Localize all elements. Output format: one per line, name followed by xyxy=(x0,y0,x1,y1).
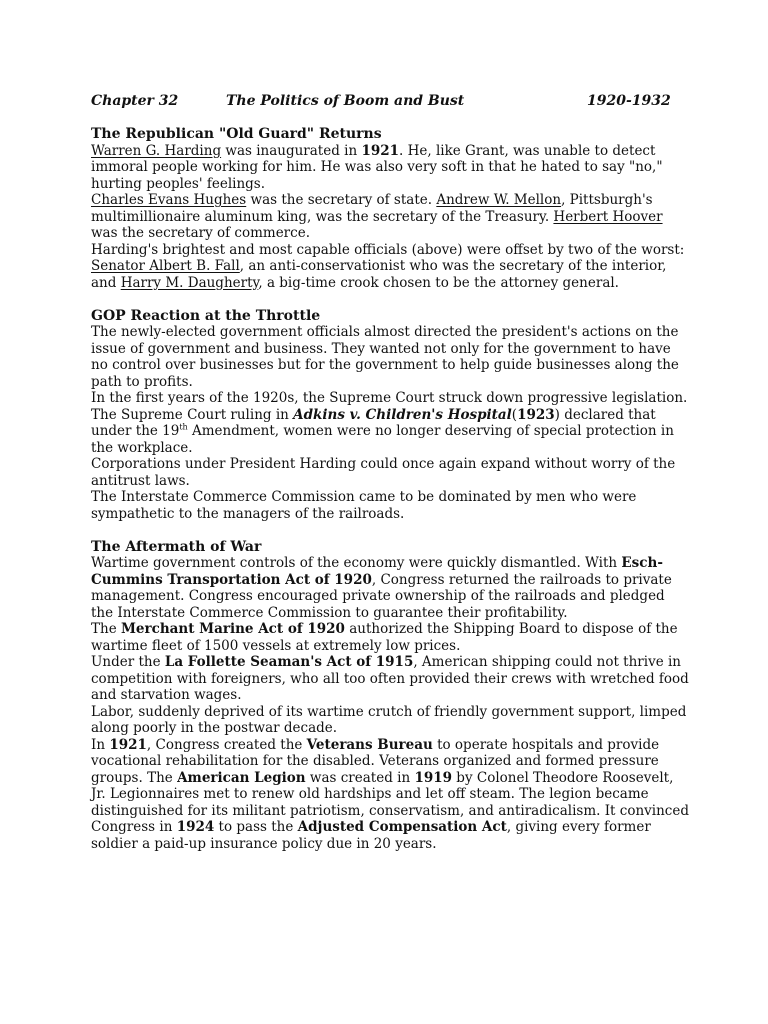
paragraph xyxy=(91,737,691,853)
superscript: th xyxy=(179,422,188,432)
text-run: . He, like Grant, was unable to detect immoral people working for him. He was also very soft in that he hated to say "no," hurting peoples' feelings. xyxy=(91,142,663,192)
section-heading: The Republican "Old Guard" Returns xyxy=(91,126,382,142)
paragraph xyxy=(91,390,691,456)
text-run: by Colonel Theodore Roosevelt, Jr. Legionnaires met to renew old hardships and let off steam. The legion became distinguished for its militant patriotism, conservatism, and antiradicalism. It convinced Congress in xyxy=(91,769,689,835)
case-name: Adkins v. Children's Hospital xyxy=(293,406,512,423)
text-run: , Congress returned the railroads to private management. Congress encouraged private ownership of the railroads and pledged the Interstate Commerce Commission to guarantee their profitability. xyxy=(91,571,672,621)
text-run: In xyxy=(91,736,110,753)
paragraph xyxy=(91,621,691,654)
paragraph xyxy=(91,489,691,522)
paragraph xyxy=(91,654,691,704)
paragraph xyxy=(91,143,691,193)
bold-term: Adjusted Compensation Act xyxy=(297,819,507,835)
paragraph xyxy=(91,192,691,242)
section-old-guard xyxy=(91,126,691,291)
bold-term: Esch-Cummins Transportation Act of 1920 xyxy=(91,555,663,588)
person-name: Senator Albert B. Fall xyxy=(91,258,240,274)
person-name: Herbert Hoover xyxy=(553,208,663,225)
bold-term: 1919 xyxy=(414,769,453,786)
bold-term: La Follette Seaman's Act of 1915 xyxy=(164,654,414,670)
text-run: , giving every former soldier a paid-up insurance policy due in 20 years. xyxy=(91,819,651,852)
person-name: Warren G. Harding xyxy=(91,142,222,159)
paragraph xyxy=(91,555,691,621)
text-run: to operate hospitals and provide vocational rehabilitation for the disabled. Veterans organized and formed pressure groups. The xyxy=(91,736,660,786)
person-name: Charles Evans Hughes xyxy=(91,192,247,208)
text-run: was the secretary of commerce. xyxy=(91,225,310,241)
text-run: authorized the Shipping Board to dispose of the wartime fleet of 1500 vessels at extremely low prices. xyxy=(91,621,678,654)
chapter-years: 1920-1932 xyxy=(587,93,671,109)
text-run: to pass the xyxy=(214,819,298,835)
paragraph xyxy=(91,456,691,489)
paragraph xyxy=(91,704,691,737)
section-gop-reaction xyxy=(91,308,691,523)
text-run: was created in xyxy=(305,769,415,786)
text-run: The Interstate Commerce Commission came to be dominated by men who were sympathetic to the managers of the railroads. xyxy=(91,489,637,522)
section-heading: GOP Reaction at the Throttle xyxy=(91,307,321,324)
chapter-number: Chapter 32 xyxy=(91,93,179,109)
chapter-title: The Politics of Boom and Bust xyxy=(226,93,465,109)
text-run: was the secretary of state. xyxy=(246,192,437,208)
text-run: , Congress created the xyxy=(146,736,307,753)
bold-term: 1921 xyxy=(361,142,400,159)
text-run: , Pittsburgh's multimillionaire aluminum king, was the secretary of the Treasury. xyxy=(91,192,653,225)
text-run: ) declared that under the 19 xyxy=(91,406,656,439)
text-run: , a big-time crook chosen to be the attorney general. xyxy=(258,274,619,291)
chapter-header xyxy=(91,93,691,110)
text-run: ( xyxy=(511,406,518,423)
paragraph xyxy=(91,242,691,292)
text-run: The newly-elected government officials almost directed the president's actions on the issue of government and business. They wanted not only for the government to have no control over businesses but for the government to help guide businesses along the path to profits. xyxy=(91,324,679,390)
text-run: Harding's brightest and most capable officials (above) were offset by two of the worst: xyxy=(91,241,685,258)
text-run: , American shipping could not thrive in competition with foreigners, who all too often provided their crews with wretched food and starvation wages. xyxy=(91,654,689,703)
bold-term: Veterans Bureau xyxy=(306,736,433,753)
bold-term: 1923 xyxy=(517,406,555,423)
text-run: In the first years of the 1920s, the Supreme Court struck down progressive legislation. The Supreme Court ruling in xyxy=(91,390,688,423)
section-aftermath-of-war xyxy=(91,539,691,853)
text-run: , an anti-conservationist who was the secretary of the interior, and xyxy=(91,258,667,291)
bold-term: 1924 xyxy=(176,819,215,835)
bold-term: 1921 xyxy=(109,736,147,753)
document-page xyxy=(91,93,691,869)
text-run: The xyxy=(91,621,121,637)
text-run: was inaugurated in xyxy=(221,142,362,159)
text-run: Amendment, women were no longer deserving of special protection in the workplace. xyxy=(91,423,674,456)
bold-term: Merchant Marine Act of 1920 xyxy=(120,621,345,637)
text-run: Labor, suddenly deprived of its wartime crutch of friendly government support, limped along poorly in the postwar decade. xyxy=(91,703,687,736)
person-name: Andrew W. Mellon xyxy=(436,192,562,208)
text-run: Under the xyxy=(91,654,165,670)
bold-term: American Legion xyxy=(177,769,306,786)
paragraph xyxy=(91,324,691,390)
section-heading: The Aftermath of War xyxy=(91,538,262,555)
text-run: Wartime government controls of the economy were quickly dismantled. With xyxy=(91,555,622,571)
text-run: Corporations under President Harding could once again expand without worry of the antitrust laws. xyxy=(91,456,676,489)
person-name: Harry M. Daugherty xyxy=(120,274,259,291)
